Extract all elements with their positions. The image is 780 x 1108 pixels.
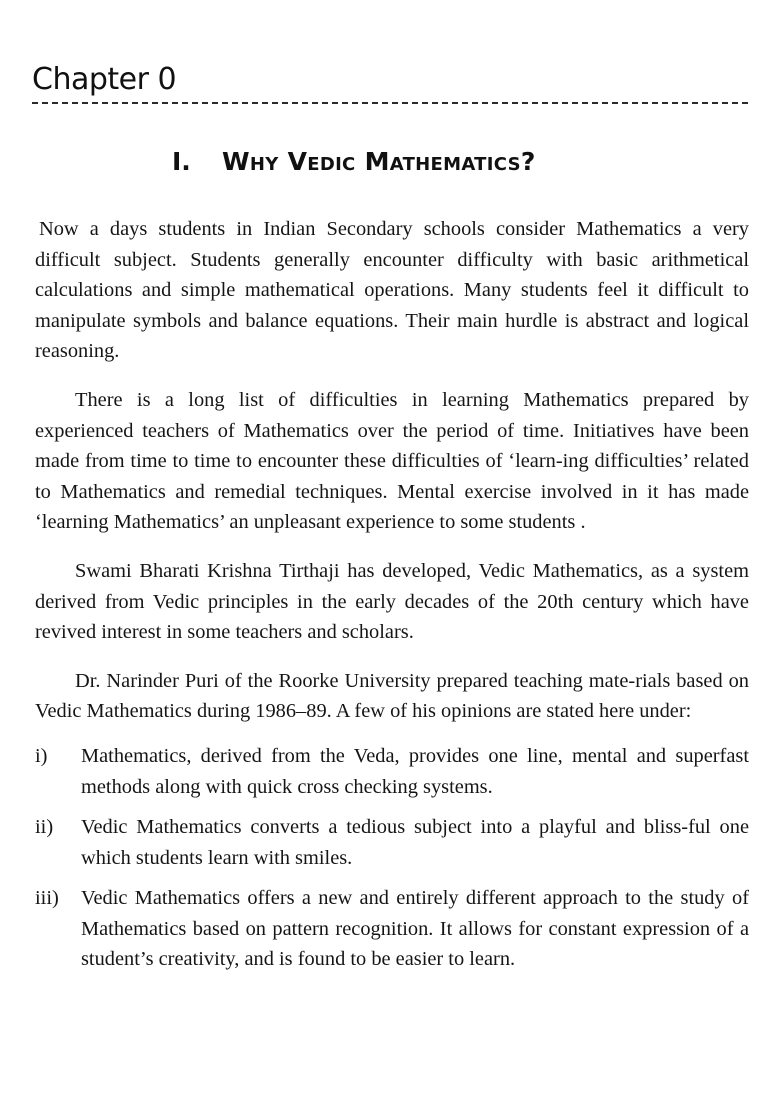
chapter-title: Chapter 0 [32,62,177,97]
list-item [35,812,749,873]
paragraph: There is a long list of difficulties in learning Mathematics prepared by experienced teachers of Mathematics over the period of time. Initiatives have been made from time to time to encounter these difficulties of ‘learn-ing difficulties’ related to Mathematics and remedial techniques. Mental exercise involved in it has made ‘learning Mathematics’ an unpleasant experience to some students . [35,388,749,534]
paragraph: Swami Bharati Krishna Tirthaji has developed, Vedic Mathematics, as a system derived from Vedic principles in the early decades of the 20th century which have revived interest in some teachers and scholars. [35,559,749,644]
chapter-dashed-rule [32,102,748,104]
chapter-header [32,62,748,104]
list-marker: iii) [35,887,59,910]
list-item [35,741,749,802]
paragraph: Dr. Narinder Puri of the Roorke University prepared teaching mate-rials based on Vedic Mathematics during 1986–89. A few of his opinions are stated here under: [35,669,749,723]
body-text [35,214,749,985]
section-heading [172,146,536,178]
list-item-text: Vedic Mathematics converts a tedious subject into a playful and bliss-ful one which students learn with smiles. [81,816,749,869]
section-number: I. [172,147,191,176]
opinion-list [35,741,749,975]
section-title: Why Vedic Mathematics? [222,147,536,176]
list-marker: ii) [35,816,54,839]
list-item-text: Vedic Mathematics offers a new and entirely different approach to the study of Mathematics based on pattern recognition. It allows for constant expression of a student’s creativity, and is found to be easier to learn. [81,887,749,971]
list-item [35,883,749,975]
list-item-text: Mathematics, derived from the Veda, provides one line, mental and superfast methods along with quick cross checking systems. [81,744,749,798]
paragraph: Now a days students in Indian Secondary schools consider Mathematics a very difficult subject. Students generally encounter difficulty with basic arithmetical calculations and simple mathematical operations. Many students feel it difficult to manipulate symbols and balance equations. Their main hurdle is abstract and logical reasoning. [35,218,749,363]
list-marker: i) [35,744,48,767]
